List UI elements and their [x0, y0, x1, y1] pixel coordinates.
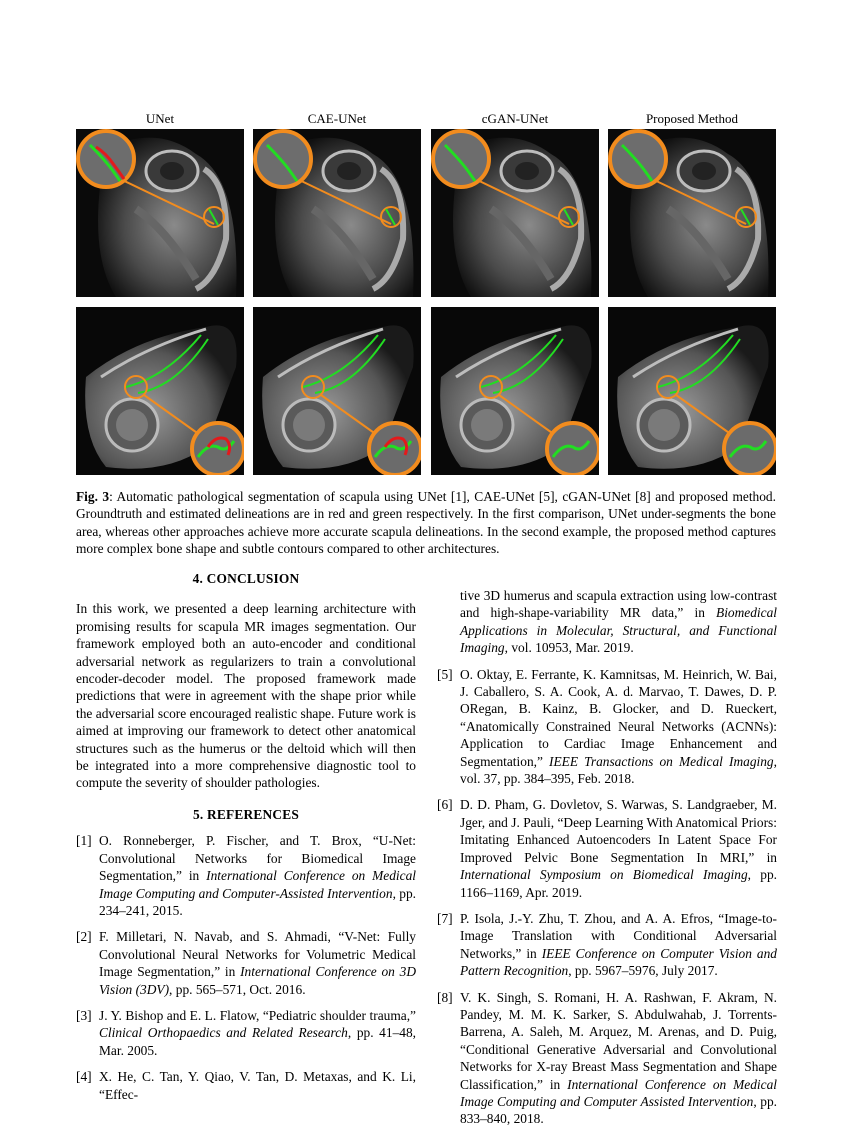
reference-text: F. Milletari, N. Navab, and S. Ahmadi, “V-Net: Fully Convolutional Neural Networks for Volumetric Medical Image Segmentation,” in — [99, 929, 416, 980]
mr-panel-axial-cae-unet — [253, 307, 421, 475]
conclusion-heading: 4. CONCLUSION — [192, 571, 300, 586]
figure-column-label-proposed: Proposed Method — [645, 111, 739, 126]
figure-column-label-cgan-unet: cGAN-UNet — [481, 111, 549, 126]
figure-column-label-unet: UNet — [145, 111, 175, 126]
reference-text: tive 3D humerus and scapula extraction using low-contrast and high-shape-variability MR data,” in — [460, 588, 777, 621]
mr-panel-sagittal-proposed — [608, 129, 776, 297]
reference-details: , pp. 833–840, 2018. — [460, 1093, 777, 1127]
reference-venue: International Conference on 3D Vision (3DV) — [99, 964, 416, 997]
mr-panel-sagittal-cae-unet — [253, 129, 421, 297]
reference-number: [2] — [76, 929, 92, 945]
reference-venue: International Symposium on Biomedical Imaging — [460, 867, 748, 883]
figure-caption — [76, 488, 776, 558]
reference-4-continuation — [437, 587, 777, 657]
mr-panel-axial-unet — [76, 307, 244, 475]
reference-details: , vol. 10953, Mar. 2019. — [504, 640, 634, 656]
reference-2 — [76, 928, 416, 998]
figure-caption-text: : Automatic pathological segmentation of scapula using UNet [1], CAE-UNet [5], cGAN-UNet [8] and proposed method. Groundtruth and estimated delineations are in red and green respectively. In the first comparison, UNet under-segments the bone area, whereas other approaches achieve more accurate scapula delineations. In the second example, the proposed method captures more complex bone shape and subtle contours compared to other architectures. — [76, 489, 776, 557]
reference-details: , pp. 565–571, Oct. 2016. — [169, 981, 306, 997]
mr-image-sagittal — [608, 129, 776, 297]
mr-image-axial — [76, 307, 244, 475]
reference-venue: IEEE Conference on Computer Vision and Pattern Recognition — [460, 945, 778, 979]
reference-number: [5] — [437, 666, 453, 682]
mr-panel-axial-proposed — [608, 307, 776, 475]
mr-panel-axial-cgan-unet — [431, 307, 599, 475]
reference-text: D. D. Pham, G. Dovletov, S. Warwas, S. Landgraeber, M. Jger, and J. Pauli, “Deep Learning With Anatomical Priors: Imitating Enhanced Autoencoders In Latent Space For Improved Pelvic Bone Segmentation In MRI,” in — [460, 797, 777, 865]
reference-text: P. Isola, J.-Y. Zhu, T. Zhou, and A. A. Efros, “Image-to-Image Translation with Conditional Adversarial Networks,” in — [460, 910, 777, 961]
reference-venue: Clinical Orthopaedics and Related Research — [99, 1025, 348, 1041]
reference-1 — [76, 832, 416, 919]
reference-number: [1] — [76, 833, 92, 849]
right-column — [437, 587, 777, 1137]
reference-number: [6] — [437, 797, 453, 813]
reference-details: , pp. 41–48, Mar. 2005. — [99, 1025, 416, 1058]
reference-4 — [76, 1068, 416, 1103]
reference-7 — [437, 910, 777, 980]
reference-text: O. Ronneberger, P. Fischer, and T. Brox, “U-Net: Convolutional Networks for Biomedical Image Segmentation,” in — [99, 833, 416, 884]
figure-caption-label: Fig. 3 — [76, 489, 110, 504]
left-column — [76, 570, 416, 1112]
reference-details: , pp. 234–241, 2015. — [99, 885, 416, 918]
reference-text: X. He, C. Tan, Y. Qiao, V. Tan, D. Metaxas, and K. Li, “Effec- — [99, 1069, 416, 1102]
reference-text: J. Y. Bishop and E. L. Flatow, “Pediatric shoulder trauma,” — [99, 1007, 416, 1023]
reference-text: V. K. Singh, S. Romani, H. A. Rashwan, F. Akram, N. Pandey, M. M. K. Sarker, S. Abdulwahab, J. Torrents-Barrena, A. Saleh, M. Arquez, M. Arenas, and D. Puig, “Conditional Generative Adversarial and Convolutional Networks for X-ray Breast Mass Segmentation and Shape Classification,” in — [460, 989, 777, 1092]
reference-number: [4] — [76, 1069, 92, 1085]
mr-panel-sagittal-unet — [76, 129, 244, 297]
figure-column-label-cae-unet: CAE-UNet — [307, 111, 367, 126]
reference-3 — [76, 1007, 416, 1059]
mr-image-axial — [253, 307, 421, 475]
reference-details: , vol. 37, pp. 384–395, Feb. 2018. — [460, 753, 777, 787]
mr-image-axial — [431, 307, 599, 475]
mr-image-sagittal — [253, 129, 421, 297]
reference-number: [8] — [437, 989, 453, 1005]
reference-details: , pp. 1166–1169, Apr. 2019. — [460, 867, 778, 900]
reference-6 — [437, 796, 777, 900]
conclusion-paragraph: In this work, we presented a deep learning architecture with promising results for scapula MR images segmentation. Our framework employed both an auto-encoder and conditional adversarial network as regularizers to train a convolutional encoder-decoder model. The proposed framework made predictions that were in agreement with the shape prior while the adversarial score encouraged realistic shape. Future work is aimed at improving our framework to detect other anatomical structures such as the humerus or the deltoid which will then be integrated into a more comprehensive diagnostic tool to compute the severity of shoulder pathologies. — [76, 601, 416, 791]
reference-venue: Biomedical Applications in Molecular, Structural, and Functional Imaging — [460, 605, 777, 656]
reference-number: [7] — [437, 910, 453, 926]
reference-venue: International Conference on Medical Image Computing and Computer-Assisted Intervention — [99, 868, 416, 901]
reference-venue: International Conference on Medical Image Computing and Computer Assisted Intervention — [460, 1076, 777, 1109]
mr-image-axial — [608, 307, 776, 475]
reference-5 — [437, 666, 777, 788]
reference-8 — [437, 989, 777, 1128]
reference-text: O. Oktay, E. Ferrante, K. Kamnitsas, M. Heinrich, W. Bai, J. Caballero, S. A. Cook, A. d. Marvao, T. Dawes, D. P. ORegan, B. Kainz, B. Glocker, and D. Rueckert, “Anatomically Constrained Neural Networks (ACNNs): Application to Cardiac Image Enhancement and Segmentation,” — [460, 666, 777, 769]
reference-venue: IEEE Transactions on Medical Imaging — [549, 753, 774, 769]
references-heading: 5. REFERENCES — [192, 806, 300, 822]
reference-details: , pp. 5967–5976, July 2017. — [568, 963, 718, 979]
mr-panel-sagittal-cgan-unet — [431, 129, 599, 297]
reference-number: [3] — [76, 1007, 92, 1023]
mr-image-sagittal — [76, 129, 244, 297]
mr-image-sagittal — [431, 129, 599, 297]
